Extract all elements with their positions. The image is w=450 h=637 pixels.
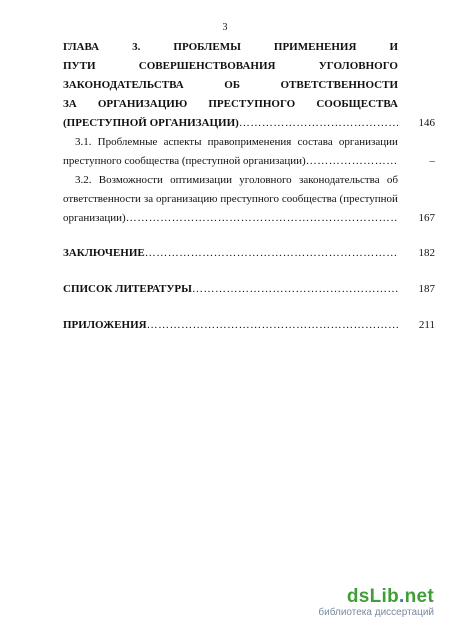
dslib-subtitle: библиотека диссертаций bbox=[318, 607, 434, 618]
logo-tld: net bbox=[404, 586, 434, 607]
word: правоприменения bbox=[207, 136, 292, 148]
dot-leader bbox=[126, 209, 398, 227]
section-3-2-line-2 bbox=[63, 190, 398, 208]
word: И bbox=[389, 41, 398, 53]
dot-leader bbox=[239, 114, 398, 132]
word: ПРЕСТУПНОГО bbox=[208, 98, 296, 110]
dot-leader bbox=[306, 152, 398, 170]
conclusion-label: ЗАКЛЮЧЕНИЕ bbox=[63, 247, 145, 259]
word: 3. bbox=[132, 41, 141, 53]
section-3-2-title-end: организации) bbox=[63, 212, 126, 224]
section-3-1-line-2 bbox=[63, 152, 398, 170]
section-3-1-page: – bbox=[429, 155, 435, 167]
word: 3.2. bbox=[75, 174, 92, 186]
conclusion-line bbox=[63, 244, 398, 262]
appendices-line bbox=[63, 316, 398, 334]
dslib-watermark bbox=[318, 587, 434, 619]
section-3-2-page: 167 bbox=[418, 212, 435, 224]
word: организации bbox=[338, 136, 398, 148]
word: СОВЕРШЕНСТВОВАНИЯ bbox=[138, 60, 276, 72]
section-3-2-line-1 bbox=[75, 171, 398, 189]
dslib-logo bbox=[318, 587, 434, 607]
chapter-3-line-5 bbox=[63, 114, 398, 132]
word: ЗАКОНОДАТЕЛЬСТВА bbox=[63, 79, 184, 91]
logo-main: dsLib bbox=[346, 586, 399, 607]
word: состава bbox=[297, 136, 333, 148]
word: оптимизации bbox=[170, 174, 232, 186]
chapter-3-line-4 bbox=[63, 95, 398, 113]
word: об bbox=[386, 174, 398, 186]
word: ПУТИ bbox=[63, 60, 96, 72]
section-3-1-title-end: преступного сообщества (преступной организации) bbox=[63, 155, 306, 167]
word: за bbox=[143, 193, 154, 205]
word: ПРОБЛЕМЫ bbox=[173, 41, 241, 53]
word: ПРИМЕНЕНИЯ bbox=[273, 41, 357, 53]
appendices-page: 211 bbox=[418, 319, 435, 331]
dot-leader bbox=[192, 280, 398, 298]
section-3-1-line-1 bbox=[75, 133, 398, 151]
dot-leader bbox=[145, 244, 398, 262]
word: Проблемные bbox=[97, 136, 158, 148]
word: уголовного bbox=[239, 174, 292, 186]
references-line bbox=[63, 280, 398, 298]
references-page: 187 bbox=[418, 283, 435, 295]
chapter-3-line-1 bbox=[63, 38, 398, 56]
dot-leader bbox=[147, 316, 398, 334]
logo-dot: . bbox=[399, 586, 405, 607]
word: 3.1. bbox=[75, 136, 92, 148]
section-3-2-line-3 bbox=[63, 209, 398, 227]
word: законодательства bbox=[298, 174, 380, 186]
word: ответственности bbox=[63, 193, 141, 205]
chapter-3-page: 146 bbox=[418, 117, 435, 129]
word: ОБ bbox=[224, 79, 241, 91]
word: Возможности bbox=[98, 174, 163, 186]
word: ГЛАВА bbox=[63, 41, 100, 53]
word: сообщества bbox=[281, 193, 337, 205]
word: аспекты bbox=[163, 136, 202, 148]
page-number: 3 bbox=[222, 22, 228, 33]
chapter-3-line-2 bbox=[63, 57, 398, 75]
references-label: СПИСОК ЛИТЕРАТУРЫ bbox=[63, 283, 192, 295]
chapter-3-line-3 bbox=[63, 76, 398, 94]
word: ОТВЕТСТВЕННОСТИ bbox=[280, 79, 398, 91]
word: (преступной bbox=[339, 193, 398, 205]
word: СООБЩЕСТВА bbox=[316, 98, 398, 110]
conclusion-page: 182 bbox=[418, 247, 435, 259]
word: преступного bbox=[220, 193, 279, 205]
appendices-label: ПРИЛОЖЕНИЯ bbox=[63, 319, 147, 331]
word: УГОЛОВНОГО bbox=[318, 60, 398, 72]
word: ОРГАНИЗАЦИЮ bbox=[97, 98, 188, 110]
word: ЗА bbox=[63, 98, 77, 110]
chapter-3-title-end: (ПРЕСТУПНОЙ ОРГАНИЗАЦИИ) bbox=[63, 117, 239, 129]
word: организацию bbox=[156, 193, 218, 205]
